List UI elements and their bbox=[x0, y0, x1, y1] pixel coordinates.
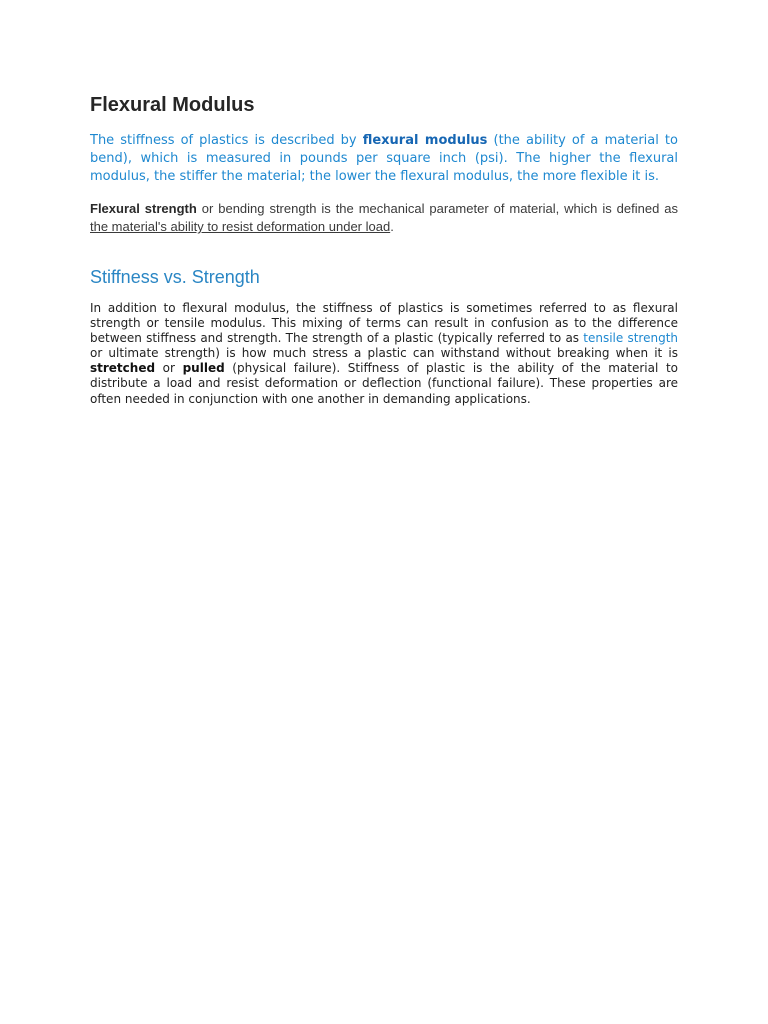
body-bold-pulled: pulled bbox=[182, 361, 225, 376]
section-heading: Stiffness vs. Strength bbox=[90, 267, 260, 287]
intro-bold-term: flexural modulus bbox=[362, 133, 488, 148]
definition-text-1: or bending strength is the mechanical parameter of material, which is defined as bbox=[196, 201, 678, 216]
tensile-strength-link[interactable]: tensile strength bbox=[583, 331, 678, 346]
definition-text-2: . bbox=[390, 219, 394, 234]
intro-paragraph bbox=[90, 132, 678, 186]
page-title: Flexural Modulus bbox=[90, 94, 255, 116]
section-body-paragraph bbox=[90, 301, 678, 407]
intro-text-2: (the ability of a material to bend), which is measured in pounds per square inch (psi). The higher the flexural modulus, the stiffer the material; the lower the flexural modulus, the more flexible it is. bbox=[90, 133, 678, 184]
body-text-4: (physical failure). Stiffness of plastic is the ability of the material to distribute a load and resist deformation or deflection (functional failure). These properties are often needed in conjunction with one another in demanding applications. bbox=[90, 361, 678, 406]
definition-bold-term: Flexural strength bbox=[90, 201, 197, 216]
body-text-1: In addition to flexural modulus, the stiffness of plastics is sometimes referred to as flexural strength or tensile modulus. This mixing of terms can result in confusion as to the difference between stiffness and strength. The strength of a plastic (typically referred to as bbox=[90, 301, 678, 346]
definition-paragraph bbox=[90, 200, 678, 236]
body-text-2: or ultimate strength) is how much stress a plastic can withstand without breaking when it is bbox=[90, 346, 678, 361]
body-text-3: or bbox=[155, 361, 183, 376]
intro-text-1: The stiffness of plastics is described by bbox=[90, 133, 363, 148]
body-bold-stretched: stretched bbox=[90, 361, 156, 376]
definition-underlined-text: the material's ability to resist deformation under load bbox=[90, 219, 391, 234]
